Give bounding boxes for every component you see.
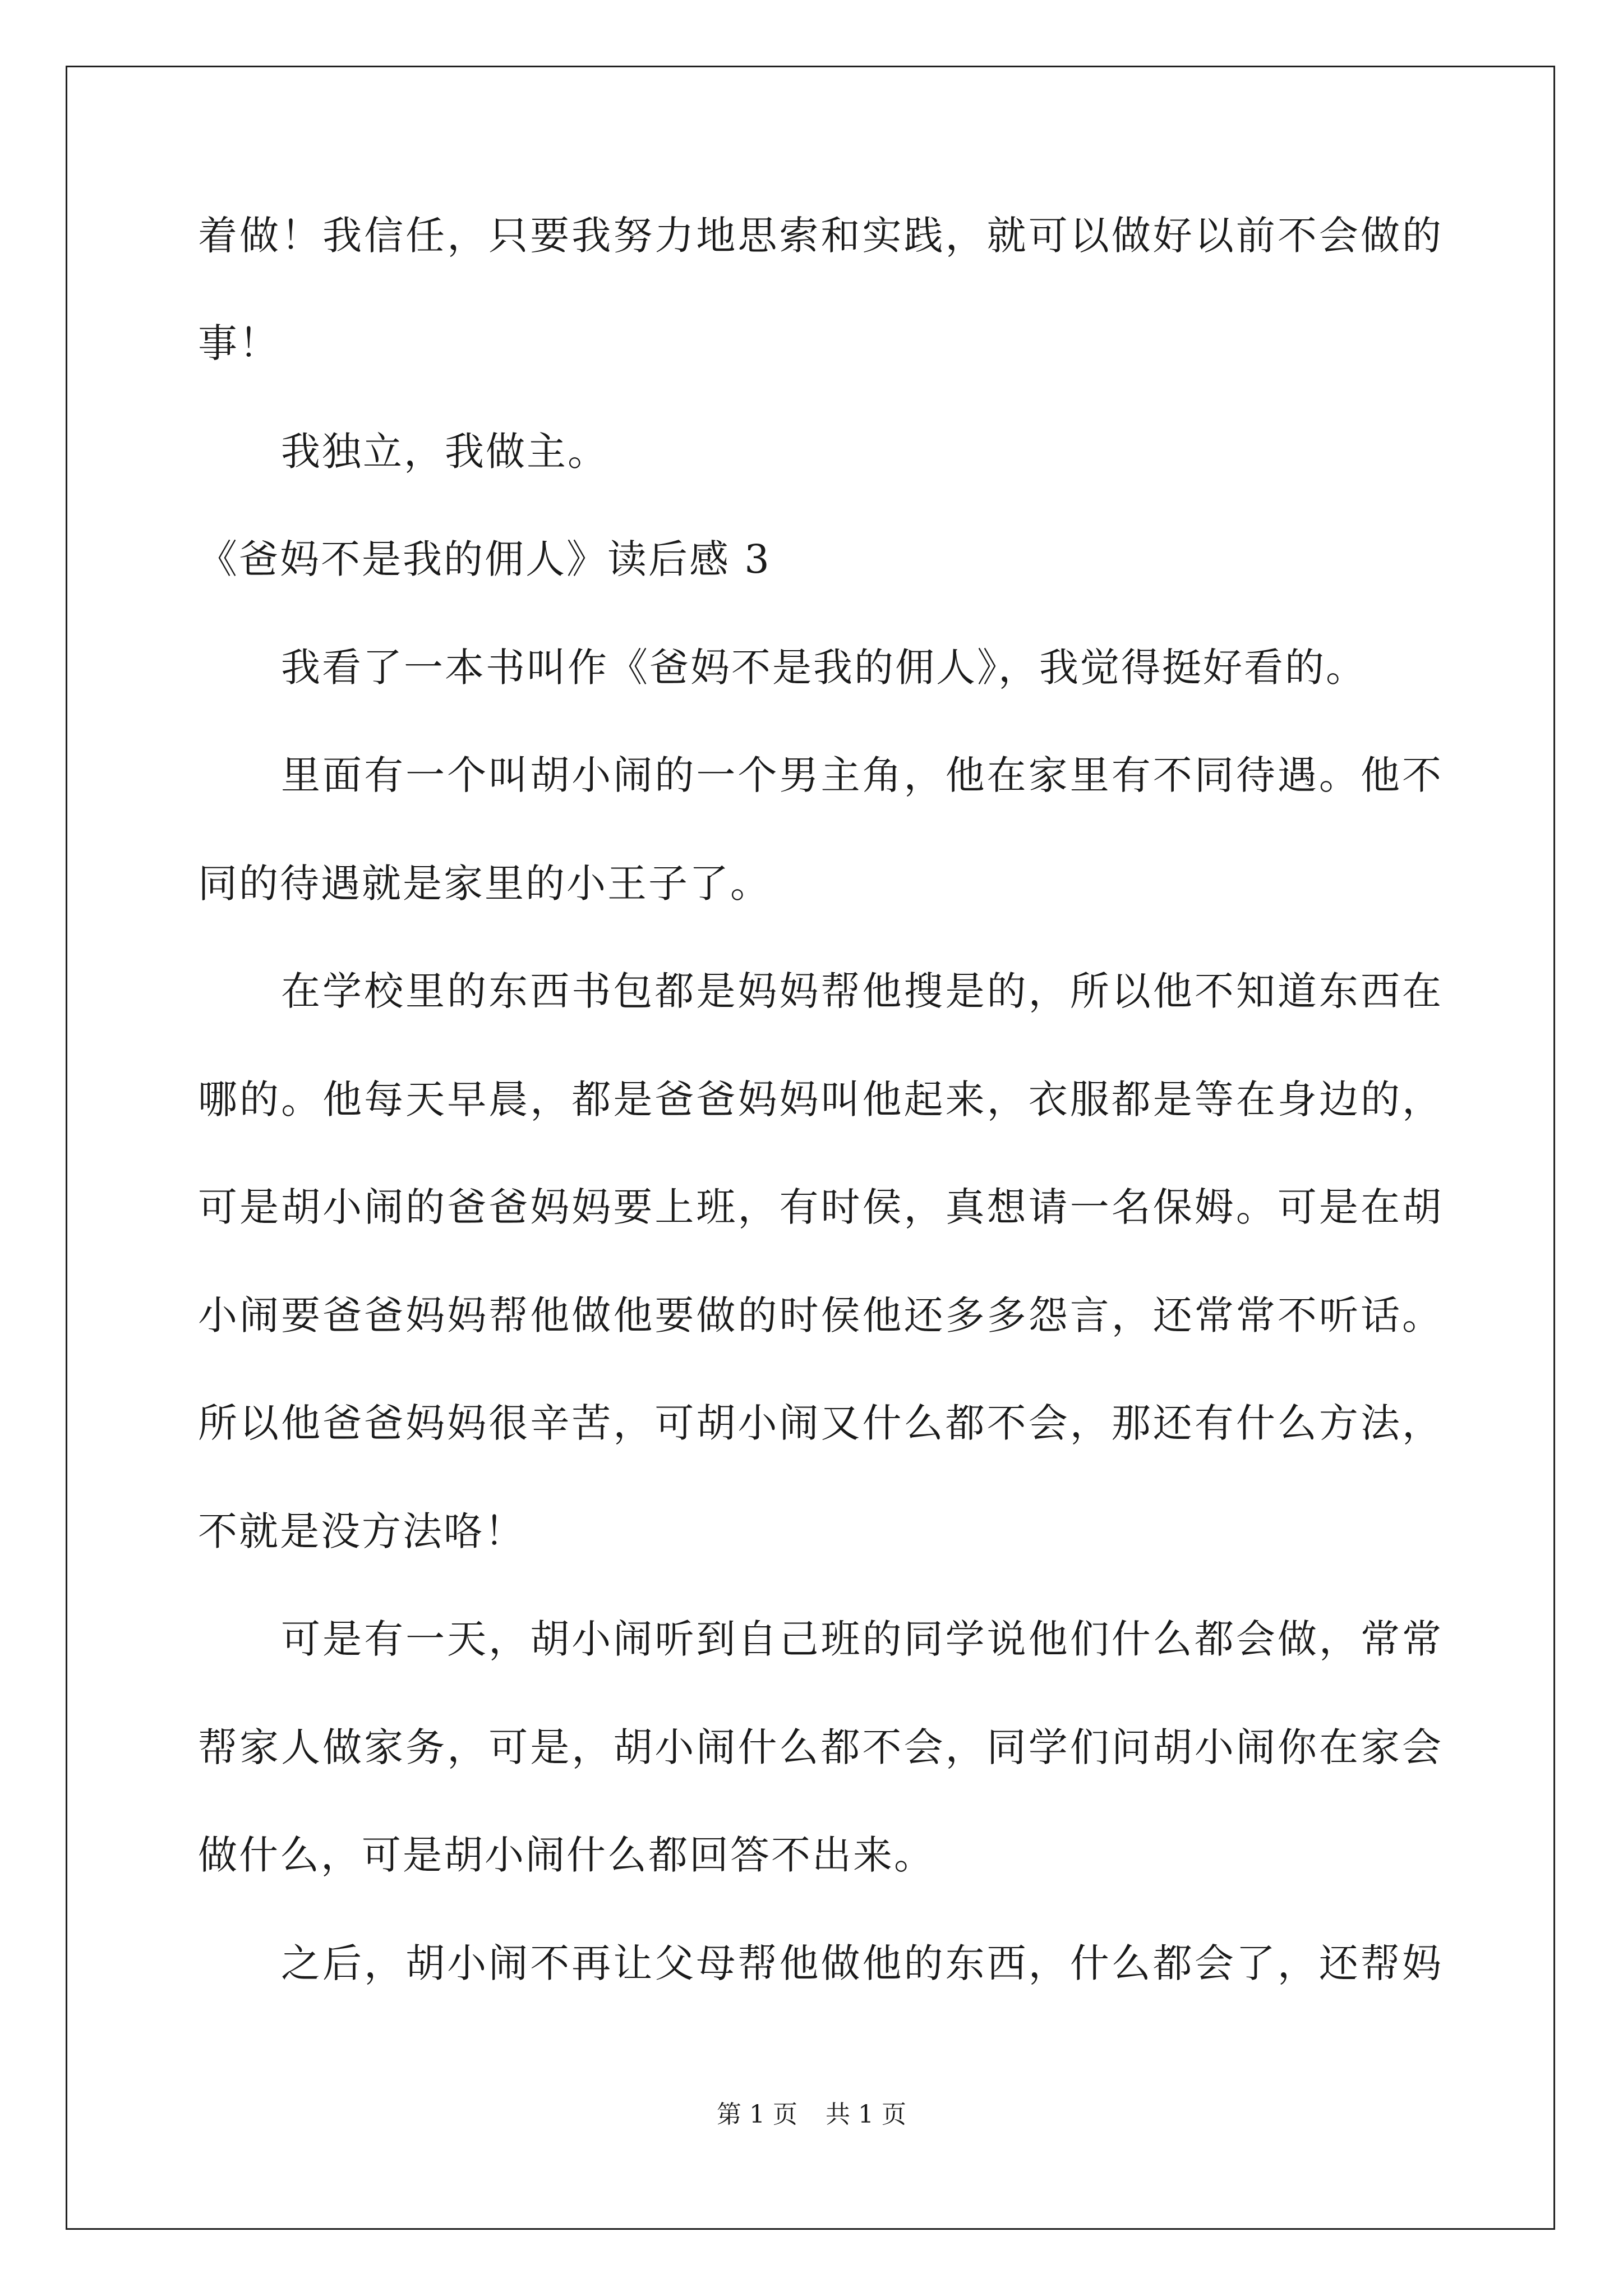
text-line: 可是胡小闹的爸爸妈妈要上班，有时侯，真想请一名保姆。可是在胡 <box>198 1184 1443 1230</box>
text-line: 同的待遇就是家里的小王子了。 <box>198 861 771 907</box>
section-heading: 《爸妈不是我的佣人》读后感 3 <box>198 536 771 582</box>
text-line: 之后，胡小闹不再让父母帮他做他的东西，什么都会了，还帮妈 <box>281 1940 1443 1986</box>
text-line: 事！ <box>198 320 280 366</box>
text-line: 小闹要爸爸妈妈帮他做他要做的时侯他还多多怨言，还常常不听话。 <box>198 1292 1443 1338</box>
text-line: 里面有一个叫胡小闹的一个男主角，他在家里有不同待遇。他不 <box>281 752 1443 798</box>
text-line: 哪的。他每天早晨，都是爸爸妈妈叫他起来，衣服都是等在身边的， <box>198 1076 1443 1122</box>
text-line: 做什么，可是胡小闹什么都回答不出来。 <box>198 1832 935 1878</box>
text-line: 不就是没方法咯！ <box>198 1508 525 1554</box>
text-line: 我看了一本书叫作《爸妈不是我的佣人》，我觉得挺好看的。 <box>281 645 1367 691</box>
page-border <box>66 66 1555 2230</box>
page-number-total: 共 1 页 <box>826 2100 906 2129</box>
page-footer <box>0 2098 1623 2132</box>
text-line: 在学校里的东西书包都是妈妈帮他搜是的，所以他不知道东西在 <box>281 968 1443 1014</box>
text-line: 帮家人做家务，可是，胡小闹什么都不会，同学们问胡小闹你在家会 <box>198 1724 1443 1770</box>
text-line: 所以他爸爸妈妈很辛苦，可胡小闹又什么都不会，那还有什么方法， <box>198 1400 1443 1446</box>
text-line: 我独立，我做主。 <box>281 429 608 475</box>
text-line: 可是有一天，胡小闹听到自己班的同学说他们什么都会做，常常 <box>281 1616 1443 1662</box>
text-line: 着做！我信任，只要我努力地思索和实践，就可以做好以前不会做的 <box>198 213 1443 259</box>
page-number-current: 第 1 页 <box>717 2100 797 2129</box>
